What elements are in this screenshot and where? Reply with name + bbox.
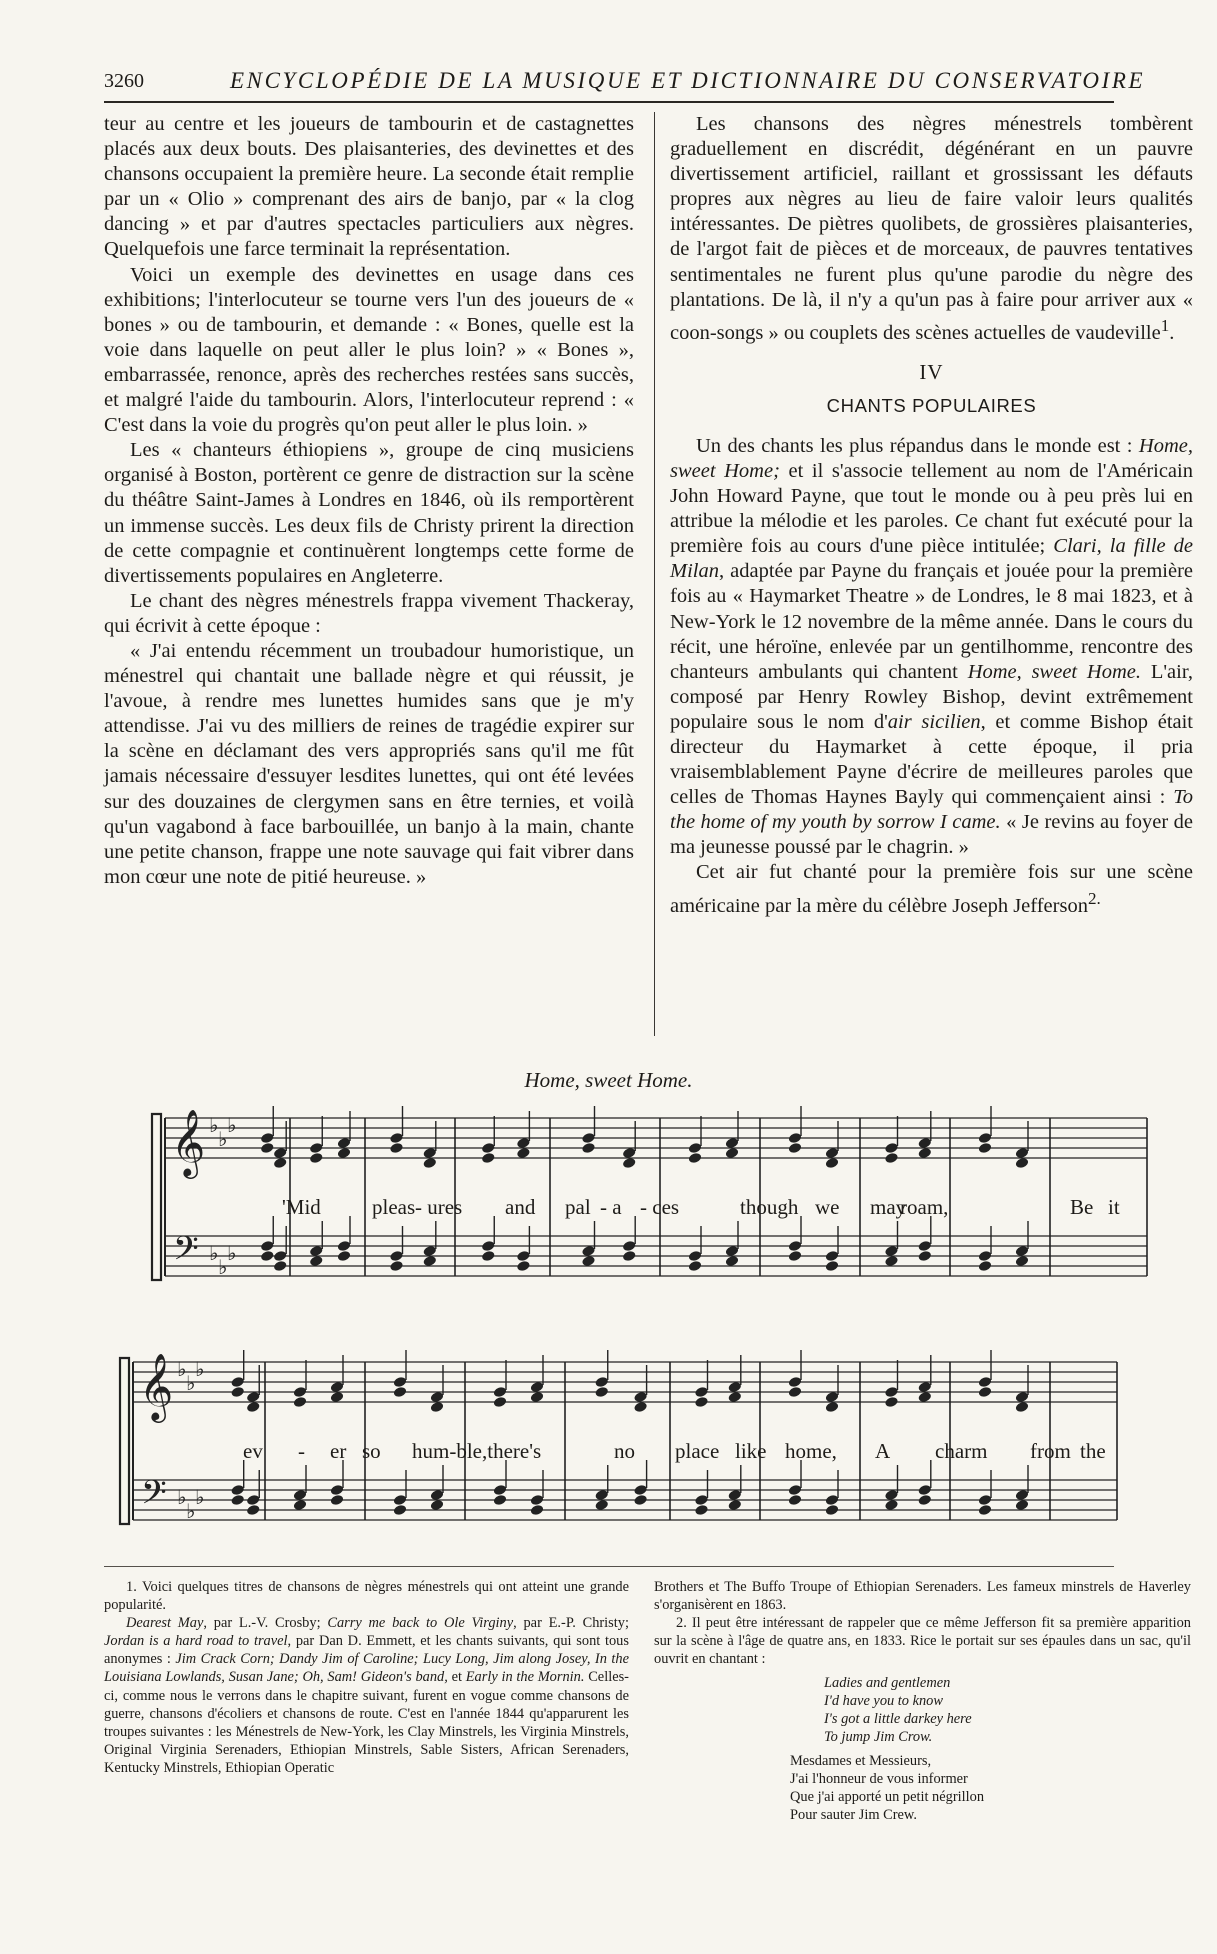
verse-line: Mesdames et Messieurs, — [790, 1753, 932, 1770]
text: , par L.-V. Crosby; — [203, 1615, 328, 1632]
notehead — [978, 1132, 993, 1145]
notehead — [481, 1152, 496, 1165]
lyric-syllable: er — [330, 1439, 347, 1463]
flat-icon: ♭ — [218, 1127, 228, 1151]
notehead — [633, 1484, 648, 1497]
song-title: Dearest May — [126, 1615, 204, 1632]
section-number: IV — [919, 359, 944, 384]
paragraph: teur au centre et les joueurs de tambourin et de castagnettes placés aux deux bouts. Des plaisanteries, des devinettes et des chansons occupaient la première heure. La seconde était remplie par un « Olio » comprenant des airs de banjo, par « la clog dancing » et par d'autres spectacles particuliers aux nègres. Quelquefois une farce terminait la représentation. — [104, 113, 634, 261]
system-bracket — [120, 1358, 129, 1524]
notehead — [393, 1494, 408, 1507]
quoted-lyric: To the home of my youth by sorrow I came. — [670, 786, 1193, 834]
text: et — [447, 1669, 466, 1686]
notehead — [884, 1152, 899, 1165]
verse-line: To jump Jim Crow. — [824, 1729, 933, 1746]
lyric-syllable: no — [614, 1439, 635, 1463]
notehead — [978, 1494, 993, 1507]
notehead — [688, 1260, 703, 1273]
lyric-syllable: pal — [565, 1195, 591, 1219]
flat-icon: ♭ — [186, 1499, 196, 1523]
verse-line: J'ai l'honneur de vous informer — [790, 1771, 968, 1788]
notehead — [825, 1494, 840, 1507]
paragraph: Le chant des nègres ménestrels frappa vivement Thackeray, qui écrivit à cette époque : — [104, 589, 634, 637]
left-column — [104, 112, 634, 890]
song-titles: Jim Crack Corn; Dandy Jim of Caroline; Lucy Long, Jim along Josey, In the Louisiana Lowlands, Susan Jane; Oh, Sam! Gideon's band, — [104, 1651, 629, 1686]
flat-icon: ♭ — [227, 1241, 237, 1265]
notehead — [788, 1484, 803, 1497]
lyric-syllable: charm — [935, 1439, 988, 1463]
song-title: Early in the Mornin. — [465, 1669, 585, 1686]
notehead — [884, 1142, 899, 1155]
lyric-syllable: may — [870, 1195, 907, 1219]
notehead — [688, 1142, 703, 1155]
notehead — [230, 1484, 245, 1497]
verse-line: I's got a little darkey here — [824, 1711, 972, 1728]
paragraph: Les « chanteurs éthiopiens », groupe de cinq musiciens organisé à Boston, portèrent ce genre de distraction sur la scène du théâtre Saint-James à Londres en 1846, où ils remportèrent un immense succès. Les deux fils de Christy prirent la direction de cette compagnie et continuèrent longtemps cette forme de divertissements populaires en Angleterre. — [104, 439, 634, 587]
notehead — [530, 1504, 545, 1517]
notehead — [516, 1250, 531, 1263]
text: , et comme Bishop était directeur du Haymarket à cette époque, il pria vraisemblablement Payne d'écrire de meilleures paroles que celles de Thomas Haynes Bayly qui commençaient ainsi : — [670, 710, 1194, 809]
flat-icon: ♭ — [218, 1255, 228, 1279]
verse-line: Que j'ai apporté un petit négrillon — [790, 1789, 985, 1806]
lyric-syllable: so — [362, 1439, 381, 1463]
lyric-syllable: it — [1108, 1195, 1120, 1219]
notehead — [389, 1250, 404, 1263]
text: L'air, composé par Henry Rowley Bishop, devint extrêmement populaire sous le nom d' — [670, 660, 1193, 733]
treble-clef-icon: 𝄞 — [139, 1352, 174, 1420]
lyric-syllable: pleas — [372, 1195, 416, 1219]
bass-clef-icon: 𝄢 — [173, 1230, 199, 1276]
notehead — [978, 1386, 993, 1399]
notehead — [825, 1250, 840, 1263]
header-rule — [104, 101, 1114, 103]
flat-icon: ♭ — [209, 1241, 219, 1265]
notehead — [917, 1250, 932, 1263]
notehead — [594, 1386, 609, 1399]
french-verse — [790, 1752, 1191, 1824]
text: , par Dan D. Emmett, et les chants suivants, qui sont tous anonymes : — [104, 1633, 629, 1668]
notehead — [694, 1504, 709, 1517]
lyric-syllable: - a — [600, 1195, 622, 1219]
notehead — [393, 1386, 408, 1399]
flat-icon: ♭ — [195, 1485, 205, 1509]
lyric-syllable: A — [875, 1439, 891, 1463]
notehead — [622, 1240, 637, 1253]
footnotes-left — [104, 1578, 629, 1777]
notehead — [788, 1376, 803, 1389]
flat-icon: ♭ — [177, 1485, 187, 1509]
lyric-syllable: the — [1080, 1439, 1106, 1463]
verse-line: Ladies and gentlemen — [824, 1675, 951, 1692]
paragraph-text: Les chansons des nègres ménestrels tombèrent graduellement en discrédit, dégénérant en un pauvre divertissement artificiel, raillant et grossissant les défauts propres aux nègres au lieu de faire valoir leurs qualités intéressantes. De piètres quolibets, de grossières plaisanteries, de l'argot fait de pièces et de morceaux, de pauvres tentatives sentimentales ne furent plus qu'une parodie du nègre des plantations. De là, il n'y a qu'un pas à faire pour arriver aux « coon-songs » ou couplets des scènes actuelles de vaudeville — [670, 113, 1193, 344]
notehead — [622, 1250, 637, 1263]
notehead — [493, 1396, 508, 1409]
lyric-syllable: home, — [785, 1439, 837, 1463]
notehead — [688, 1152, 703, 1165]
notehead — [633, 1494, 648, 1507]
lyric-syllable: like — [735, 1439, 767, 1463]
treble-clef-icon: 𝄞 — [171, 1108, 206, 1176]
notehead — [481, 1240, 496, 1253]
notehead — [389, 1142, 404, 1155]
notehead — [978, 1250, 993, 1263]
notehead — [884, 1386, 899, 1399]
flat-icon: ♭ — [186, 1371, 196, 1395]
lyric-syllable: - ces — [640, 1195, 680, 1219]
lyric-syllable: - — [298, 1439, 305, 1463]
notehead — [825, 1260, 840, 1273]
running-header — [104, 68, 1146, 102]
lyric-syllable: we — [815, 1195, 840, 1219]
notehead — [309, 1152, 324, 1165]
notehead — [230, 1386, 245, 1399]
lyric-syllable: place — [675, 1439, 720, 1463]
notehead — [393, 1376, 408, 1389]
footnote-2: 2. Il peut être intéressant de rappeler que ce même Jefferson fit sa première apparition sur la scène à l'âge de quatre ans, en 1833. Rice le portait sur ses épaules dans un sac, qu'il ouvrit en chantant : — [654, 1615, 1191, 1668]
notehead — [917, 1240, 932, 1253]
lyric-syllable: Be — [1070, 1195, 1094, 1219]
notehead — [917, 1494, 932, 1507]
paragraph-text: Cet air fut chanté pour la première fois sur une scène américaine par la mère du célèbre Joseph Jefferson — [670, 861, 1193, 917]
footnote-1-continued: Brothers et The Buffo Troupe of Ethiopian Serenaders. Les fameux minstrels de Haverley s'organisèrent en 1863. — [654, 1579, 1191, 1614]
flat-icon: ♭ — [227, 1113, 237, 1137]
lyric-syllable: hum-ble,there's — [412, 1439, 542, 1463]
notehead — [788, 1494, 803, 1507]
bass-clef-icon: 𝄢 — [141, 1474, 167, 1520]
notehead — [330, 1494, 345, 1507]
text: « Je revins au foyer de ma jeunesse poussé par le chagrin. » — [670, 811, 1193, 859]
notehead — [978, 1376, 993, 1389]
score-title: Home, sweet Home. — [524, 1068, 693, 1092]
music-score — [0, 1090, 1217, 1550]
notehead — [978, 1142, 993, 1155]
lyric-syllable: - ures — [415, 1195, 463, 1219]
verse-line: I'd have you to know — [824, 1693, 943, 1710]
notehead — [246, 1504, 261, 1517]
notehead — [493, 1386, 508, 1399]
notehead — [884, 1396, 899, 1409]
notehead — [481, 1250, 496, 1263]
notehead — [260, 1132, 275, 1145]
notehead — [230, 1376, 245, 1389]
notehead — [978, 1260, 993, 1273]
song-title: Home, sweet Home; — [670, 434, 1193, 482]
right-column — [670, 112, 1193, 918]
notehead — [389, 1260, 404, 1273]
lyric-syllable: from — [1030, 1439, 1071, 1463]
notehead — [788, 1142, 803, 1155]
notehead — [273, 1260, 288, 1273]
song-title: Home, sweet Home. — [967, 660, 1142, 683]
lyric-syllable: though — [740, 1195, 799, 1219]
notehead — [309, 1142, 324, 1155]
notehead — [788, 1240, 803, 1253]
footnote-1: 1. Voici quelques titres de chansons de nègres ménestrels qui ont atteint une grande popularité. — [104, 1579, 629, 1614]
flat-icon: ♭ — [209, 1113, 219, 1137]
notehead — [493, 1494, 508, 1507]
lyric-syllable: roam, — [900, 1195, 949, 1219]
notehead — [260, 1142, 275, 1155]
paragraph — [670, 434, 1193, 861]
song-title: Carry me back to Ole Virginy — [327, 1615, 514, 1632]
text: , par E.-P. Christy; — [513, 1615, 629, 1632]
lyric-syllable: ev — [243, 1439, 263, 1463]
notehead — [530, 1494, 545, 1507]
running-title: ENCYCLOPÉDIE DE LA MUSIQUE ET DICTIONNAIRE DU CONSERVATOIRE — [230, 68, 1146, 93]
notehead — [337, 1250, 352, 1263]
notehead — [825, 1504, 840, 1517]
column-divider — [654, 112, 655, 1036]
notehead — [393, 1504, 408, 1517]
notehead — [978, 1504, 993, 1517]
notehead — [389, 1132, 404, 1145]
notehead — [293, 1396, 308, 1409]
lyric-syllable: and — [505, 1195, 536, 1219]
notehead — [493, 1484, 508, 1497]
lyric-syllable: 'Mid — [282, 1195, 321, 1219]
paragraph: Les chansons des nègres ménestrels tombèrent graduellement en discrédit, dégénérant en un pauvre divertissement artificiel, raillant et grossissant les défauts propres aux nègres au lieu de faire valoir leurs qualités intéressantes. De piètres quolibets, de grossières plaisanteries, de l'argot fait de pièces et de morceaux, de pauvres tentatives sentimentales ne furent plus qu'une parodie du nègre des plantations. De là, il n'y a qu'un pas à faire pour arriver aux « coon-songs » ou couplets des scènes actuelles de vaudeville$^1$. — [670, 113, 1193, 344]
notehead — [246, 1494, 261, 1507]
page-number: 3260 — [104, 70, 144, 92]
text: Un des chants les plus répandus dans le monde est : — [696, 434, 1139, 457]
notehead — [337, 1240, 352, 1253]
english-verse — [824, 1674, 1191, 1746]
text: , adaptée par Payne du français et jouée pour la première fois au « Haymarket Theatre » de Londres, le 8 mai 1823, et à New-York le 12 novembre de la même année. Dans le cours du récit, une héroïne, enlevée par un gentilhomme, rencontre des chanteurs ambulants qui chantent — [670, 560, 1193, 683]
notehead — [788, 1386, 803, 1399]
paragraph — [670, 860, 1193, 918]
notehead — [581, 1142, 596, 1155]
notehead — [594, 1376, 609, 1389]
play-title: Clari, la fille de Milan — [670, 535, 1194, 583]
notehead — [260, 1240, 275, 1253]
notehead — [917, 1484, 932, 1497]
flat-icon: ♭ — [195, 1357, 205, 1381]
footnote-ref: 2. — [1087, 888, 1101, 908]
notehead — [788, 1250, 803, 1263]
notehead — [688, 1250, 703, 1263]
notehead — [581, 1132, 596, 1145]
paragraph: Voici un exemple des devinettes en usage dans ces exhibitions; l'interlocuteur se tourne vers l'un des joueurs de « bones » ou de tambourin, et demande : « Bones, quelle est la voie dans laquelle on peut aller le plus loin? » « Bones », embarrassée, renonce, après des recherches restées sans succès, et malgré l'aide du tambourin. Alors, l'interlocuteur reprend : « C'est dans la voie du progrès qu'on peut aller le plus loin. » — [104, 263, 634, 437]
notehead — [694, 1386, 709, 1399]
notehead — [273, 1250, 288, 1263]
verse-line: Pour sauter Jim Crew. — [790, 1807, 917, 1824]
song-title: Jordan is a hard road to travel — [104, 1633, 288, 1650]
notehead — [788, 1132, 803, 1145]
notehead — [694, 1396, 709, 1409]
system-bracket — [152, 1114, 161, 1280]
notehead — [694, 1494, 709, 1507]
notehead — [293, 1386, 308, 1399]
notehead — [481, 1142, 496, 1155]
flat-icon: ♭ — [177, 1357, 187, 1381]
footnote-ref: 1 — [1160, 315, 1170, 335]
text: Celles-ci, comme nous le verrons dans le chapitre suivant, furent en vogue comme chansons de guerre, chansons d'écoliers et chansons de route. C'est en l'année 1844 qu'apparurent les troupes suivantes : les Ménestrels de New-York, les Clay Minstrels, les Virginia Minstrels, Original Virginia Serenaders, Ethiopian Minstrels, Sable Sisters, African Serenaders, Kentucky Minstrels, Ethiopian Operatic — [104, 1669, 629, 1776]
notehead — [516, 1260, 531, 1273]
footnote-rule — [104, 1566, 1114, 1567]
air-name: air sicilien — [887, 710, 981, 733]
section-title: CHANTS POPULAIRES — [826, 394, 1037, 416]
notehead — [330, 1484, 345, 1497]
footnote-1-list — [104, 1614, 629, 1777]
text: et il s'associe tellement au nom de l'Américain John Howard Payne, que tout le monde ou à peu près lui en attribue la mélodie et les paroles. Ce chant fut exécuté pour la première fois au cours d'une pièce intitulée; — [670, 459, 1193, 558]
quotation: « J'ai entendu récemment un troubadour humoristique, un ménestrel qui chantait une ballade nègre et qui réussit, je l'avoue, à rendre mes lunettes humides sans que je m'y attendisse. J'ai vu des milliers de reines de tragédie expirer sur la scène en déclamant des vers appropriés sans qu'il me fût jamais nécessaire d'essuyer lesdites lunettes, qui ont été levées sur des douzaines de clergymen sans en être ternies, et voilà qu'un vagabond à face barbouillée, un banjo à la main, chante une petite chanson, frappe une note sauvage qui fait vibrer dans mon cœur une note de pitié heureuse. » — [104, 639, 634, 888]
footnotes-right — [654, 1578, 1191, 1824]
notehead — [260, 1250, 275, 1263]
notehead — [230, 1494, 245, 1507]
